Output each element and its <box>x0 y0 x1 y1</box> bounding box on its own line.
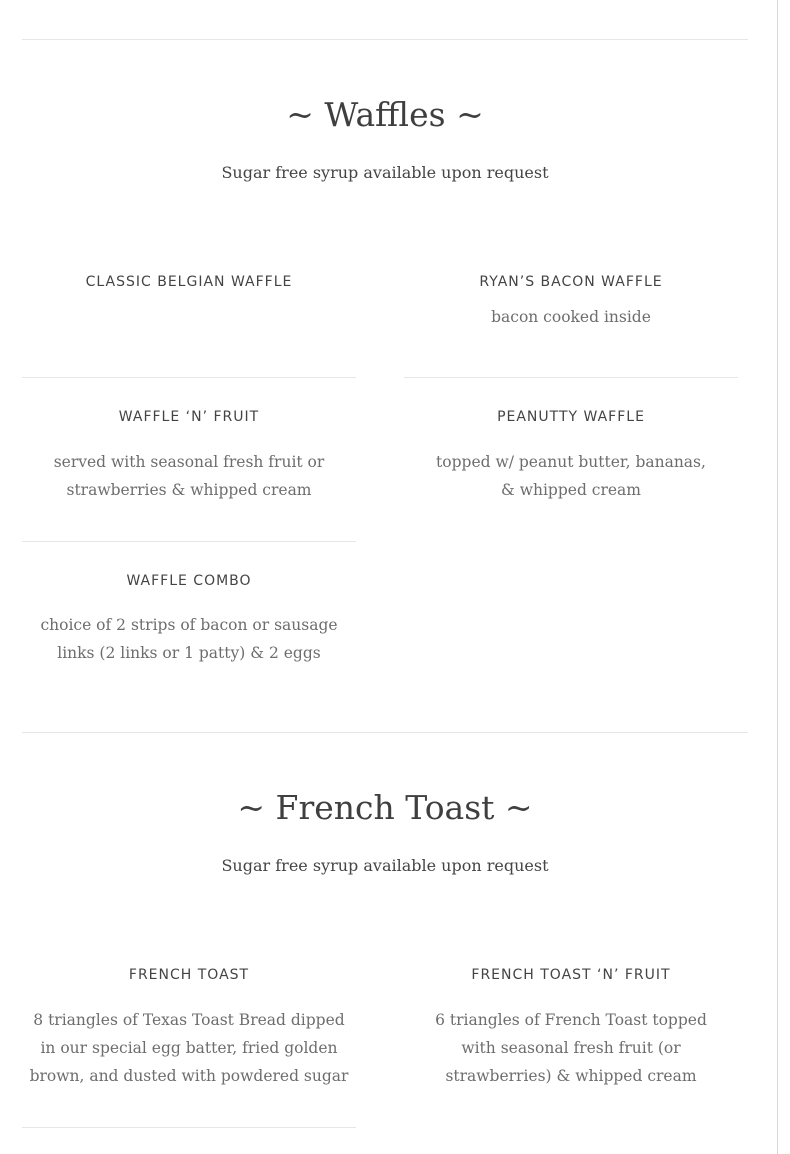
menu-item-waffle-n-fruit <box>22 407 356 504</box>
section-title-waffles: ~ Waffles ~ <box>286 95 484 134</box>
section-divider <box>22 732 748 733</box>
section-title-french-toast: ~ French Toast ~ <box>237 788 533 827</box>
menu-item-name: FRENCH TOAST <box>128 967 250 983</box>
menu-item-description: choice of 2 strips of bacon or sausage links (2 links or 1 patty) & 2 eggs <box>40 616 338 662</box>
menu-item-waffle-combo <box>22 571 356 667</box>
section-subtitle-french-toast: Sugar free syrup available upon request <box>221 856 549 875</box>
menu-item-french-toast <box>22 965 356 1090</box>
menu-item-peanutty-waffle <box>404 407 738 504</box>
menu-item-description: 6 triangles of French Toast topped with seasonal fresh fruit (or strawberries) & whipped cream <box>435 1011 707 1085</box>
menu-item-french-toast-n-fruit <box>404 965 738 1090</box>
menu-item-description: 8 triangles of Texas Toast Bread dipped in our special egg batter, fried golden brown, and dusted with powdered sugar <box>29 1011 349 1085</box>
menu-item-name: RYAN’S BACON WAFFLE <box>479 274 663 290</box>
menu-item-name: PEANUTTY WAFFLE <box>497 409 645 425</box>
menu-item-name: FRENCH TOAST ‘N’ FRUIT <box>471 967 671 983</box>
section-subtitle-waffles: Sugar free syrup available upon request <box>221 163 549 182</box>
item-divider <box>22 377 356 378</box>
menu-item-name: WAFFLE ‘N’ FRUIT <box>118 409 260 425</box>
item-divider <box>22 541 356 542</box>
menu-item-description: served with seasonal fresh fruit or strawberries & whipped cream <box>53 453 325 499</box>
menu-item-classic-belgian-waffle <box>22 272 356 292</box>
menu-item-description: topped w/ peanut butter, bananas, & whipped cream <box>436 453 706 499</box>
menu-item-name: WAFFLE COMBO <box>126 573 252 589</box>
item-divider <box>22 1127 356 1128</box>
menu-item-name: CLASSIC BELGIAN WAFFLE <box>85 274 293 290</box>
item-divider <box>404 377 738 378</box>
menu-item-description: bacon cooked inside <box>491 308 651 326</box>
section-divider <box>22 39 748 40</box>
page-right-border <box>777 0 778 1154</box>
menu-item-ryans-bacon-waffle <box>404 272 738 331</box>
